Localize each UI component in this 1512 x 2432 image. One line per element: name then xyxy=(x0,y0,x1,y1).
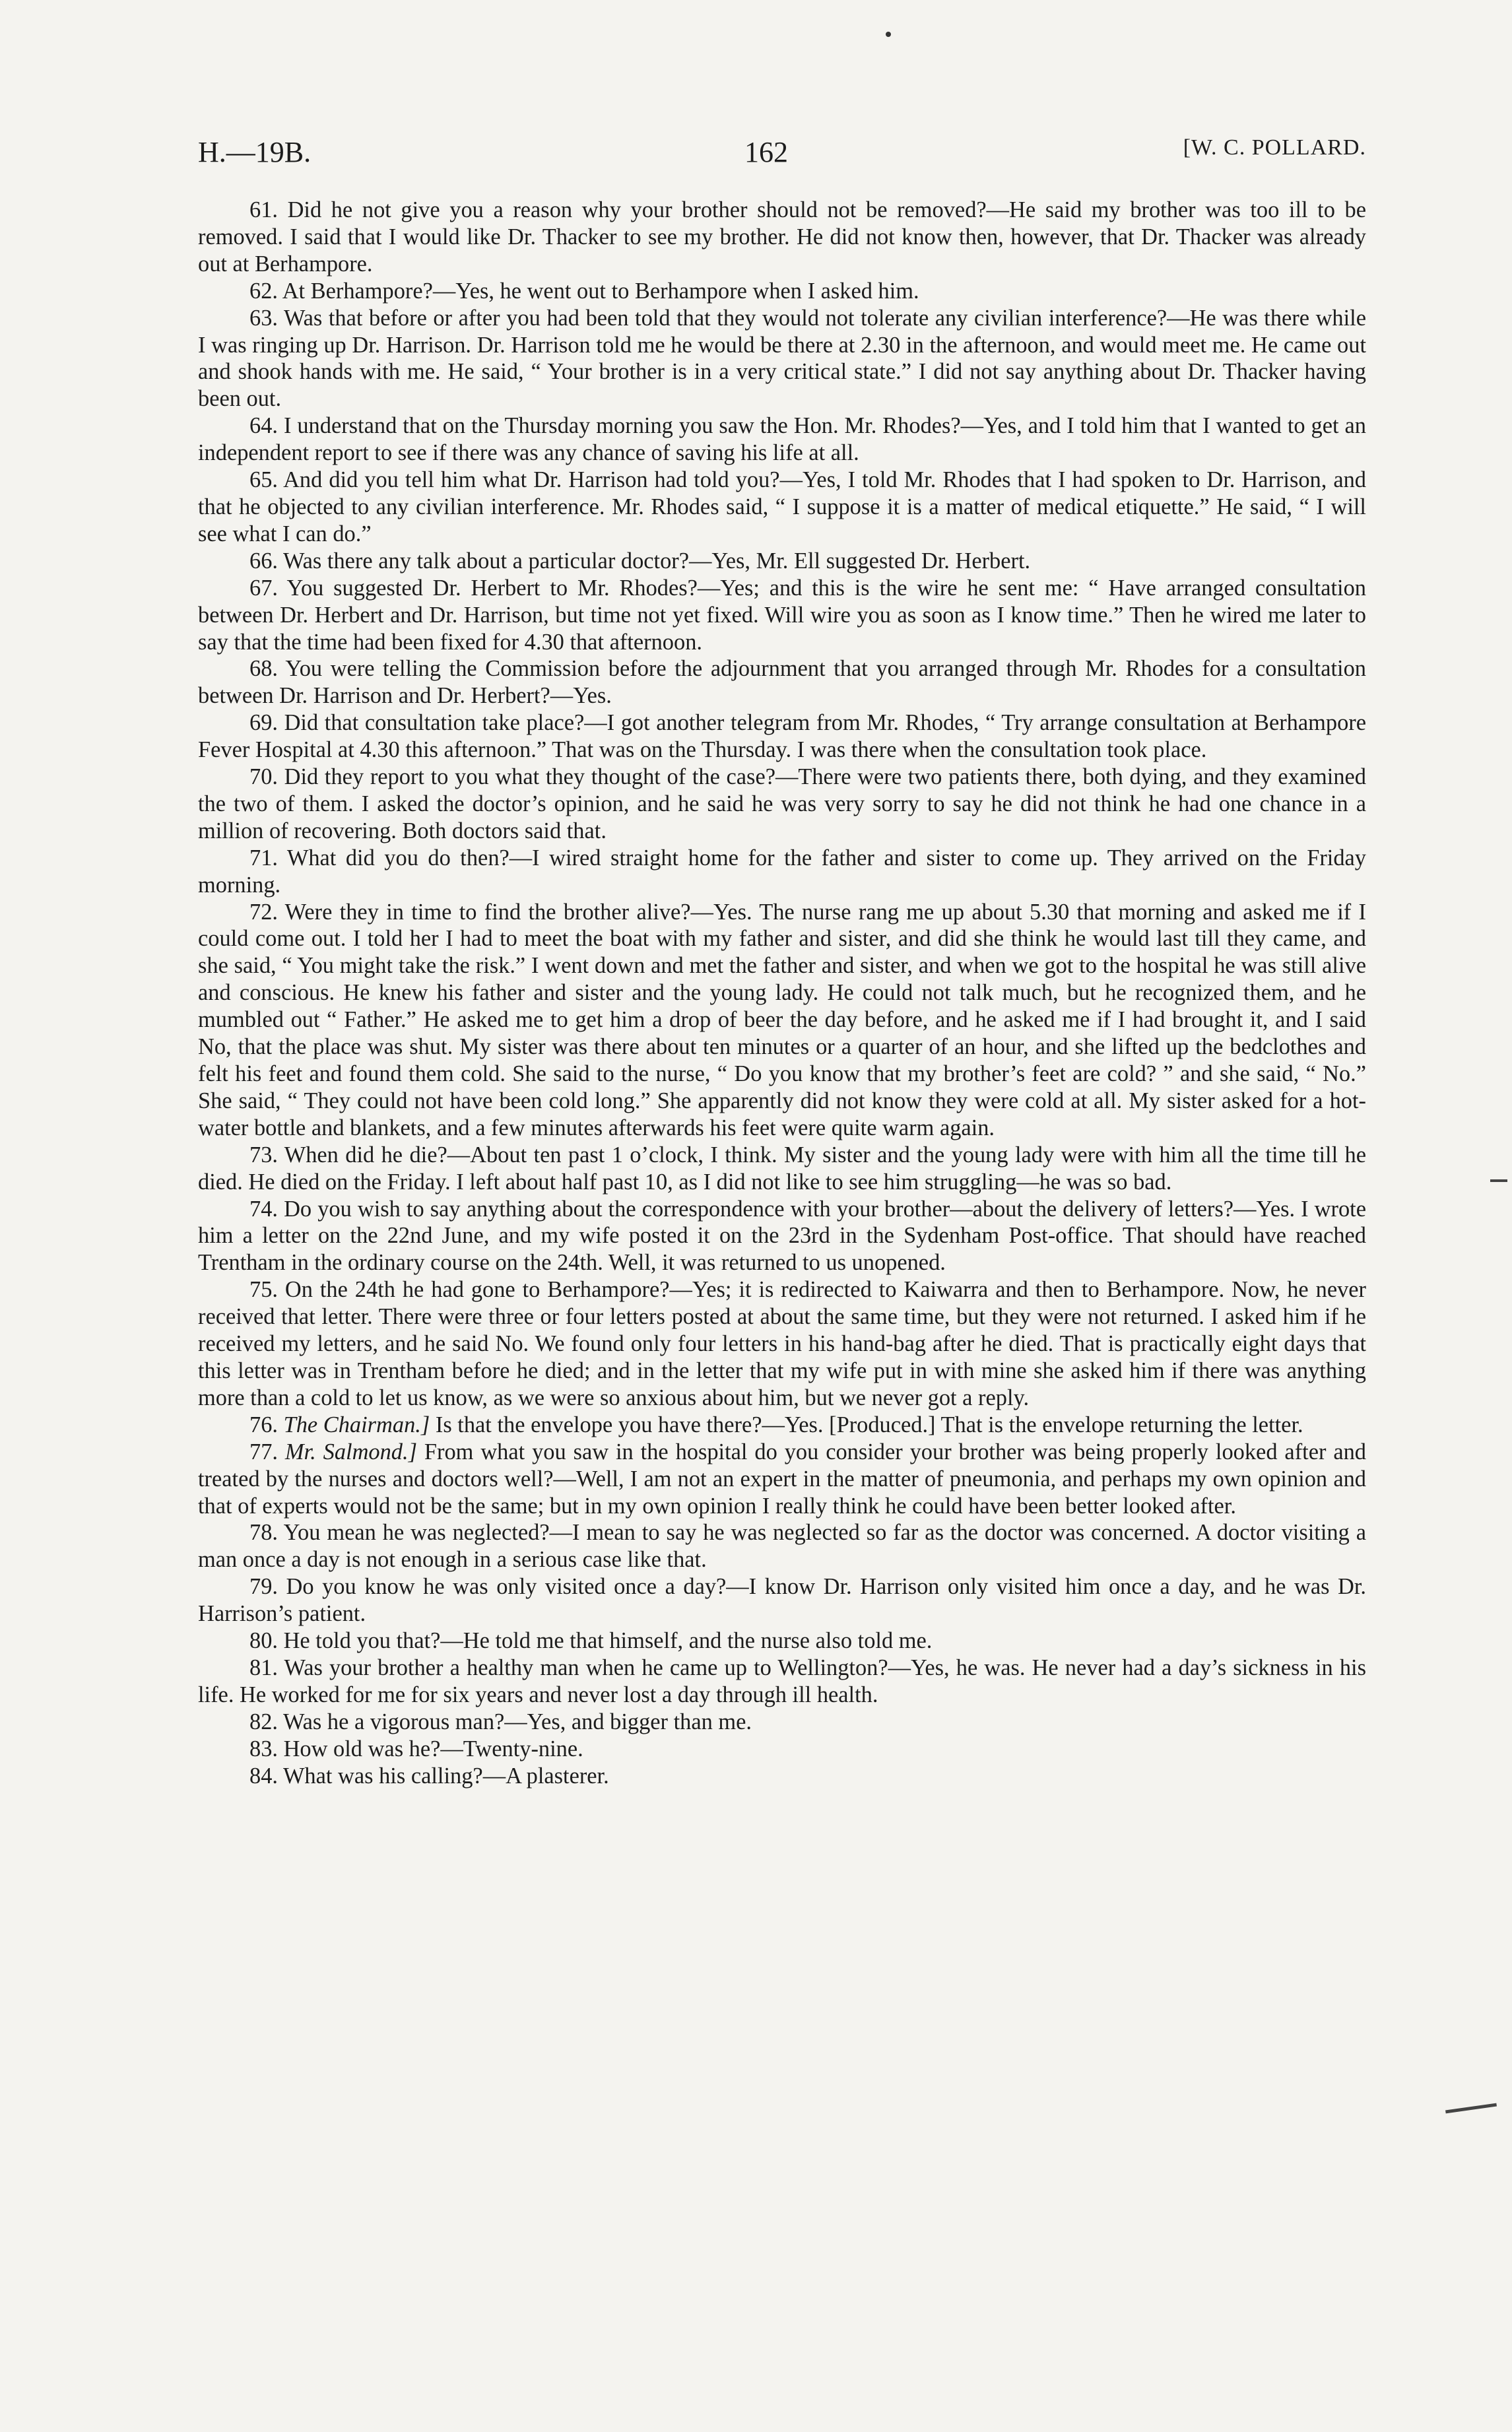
paragraph-73: 73. When did he die?—About ten past 1 o’clock, I think. My sister and the young lady were with him all the time till he died. He died on the Friday. I left about half past 10, as I did not like to see him struggling—he was so bad. xyxy=(198,1142,1366,1195)
paragraph-77 xyxy=(198,1439,1366,1520)
paragraph-76 xyxy=(198,1412,1366,1439)
margin-mark xyxy=(1490,1179,1507,1182)
paragraph-number: 77. xyxy=(249,1439,285,1464)
witness-name: [W. C. POLLARD. xyxy=(1183,135,1366,160)
paragraph-74: 74. Do you wish to say anything about the correspondence with your brother—about the delivery of letters?—Yes. I wrote him a letter on the 22nd June, and my wife posted it on the 23rd in the Sydenham Post-office. That should have reached Trentham in the ordinary course on the 24th. Well, it was returned to us unopened. xyxy=(198,1196,1366,1276)
paragraph-78: 78. You mean he was neglected?—I mean to say he was neglected so far as the doctor was concerned. A doctor visiting a man once a day is not enough in a serious case like that. xyxy=(198,1520,1366,1573)
paragraph-81: 81. Was your brother a healthy man when he came up to Wellington?—Yes, he was. He never had a day’s sickness in his life. He worked for me for six years and never lost a day through ill health. xyxy=(198,1655,1366,1707)
paragraph-80: 80. He told you that?—He told me that himself, and the nurse also told me. xyxy=(249,1628,933,1654)
paragraph-body: From what you saw in the hospital do you consider your brother was being properly looked after and treated by the nurses and doctors well?—Well, I am not an expert in the matter of pneumonia, and perhaps my own opinion and that of experts would not be the same; but in my own opinion I really think he could have been better looked after. xyxy=(198,1439,1366,1519)
paragraph-69: 69. Did that consultation take place?—I got another telegram from Mr. Rhodes, “ Try arrange consultation at Berhampore Fever Hospital at 4.30 this afternoon.” That was on the Thursday. I was there when the consultation took place. xyxy=(198,710,1366,763)
margin-mark xyxy=(1445,2103,1497,2114)
paragraph-84: 84. What was his calling?—A plasterer. xyxy=(249,1763,609,1789)
paragraph-67: 67. You suggested Dr. Herbert to Mr. Rhodes?—Yes; and this is the wire he sent me: “ Have arranged consultation between Dr. Herbert and Dr. Harrison, but time not yet fixed. Will wire you as soon as I know time.” Then he wired me later to say that the time had been fixed for 4.30 that afternoon. xyxy=(198,575,1366,655)
paragraph-71: 71. What did you do then?—I wired straight home for the father and sister to come up. They arrived on the Friday morning. xyxy=(198,845,1366,898)
speaker-label: The Chairman.] xyxy=(283,1412,430,1437)
paragraph-79: 79. Do you know he was only visited once a day?—I know Dr. Harrison only visited him once a day, and he was Dr. Harrison’s patient. xyxy=(198,1574,1366,1627)
paragraph-66: 66. Was there any talk about a particular doctor?—Yes, Mr. Ell suggested Dr. Herbert. xyxy=(249,548,1031,574)
paragraph-body: Is that the envelope you have there?—Yes. [Produced.] That is the envelope returning the letter. xyxy=(430,1412,1303,1437)
paragraph-72: 72. Were they in time to find the brother alive?—Yes. The nurse rang me up about 5.30 that morning and asked me if I could come out. I told her I had to meet the boat with my father and sister, and did she think he would last till they came, and she said, “ You might take the risk.” I went down and met the father and sister, and when we got to the hospital he was still alive and conscious. He knew his father and sister and the young lady. He could not talk much, but he recognized them, and he mumbled out “ Father.” He asked me to get him a drop of beer the day before, and he asked me if I had brought it, and I said No, that the place was shut. My sister was there about ten minutes or a quarter of an hour, and she lifted up the bedclothes and felt his feet and found them cold. She said to the nurse, “ Do you know that my brother’s feet are cold? ” and she said, “ No.” She said, “ They could not have been cold long.” She apparently did not know they were cold at all. My sister asked for a hot-water bottle and blankets, and a few minutes afterwards his feet were quite warm again. xyxy=(198,899,1366,1140)
paragraph-63: 63. Was that before or after you had been told that they would not tolerate any civilian interference?—He was there while I was ringing up Dr. Harrison. Dr. Harrison told me he would be there at 2.30 in the afternoon, and would meet me. He came out and shook hands with me. He said, “ Your brother is in a very critical state.” I did not say anything about Dr. Thacker having been out. xyxy=(198,305,1366,412)
paragraph-82: 82. Was he a vigorous man?—Yes, and bigger than me. xyxy=(249,1709,752,1734)
stray-ink-dot xyxy=(886,32,891,37)
paragraph-68: 68. You were telling the Commission before the adjournment that you arranged through Mr. Rhodes for a consultation between Dr. Harrison and Dr. Herbert?—Yes. xyxy=(198,656,1366,709)
paragraph-65: 65. And did you tell him what Dr. Harrison had told you?—Yes, I told Mr. Rhodes that I had spoken to Dr. Harrison, and that he objected to any civilian interference. Mr. Rhodes said, “ I suppose it is a matter of medical etiquette.” He said, “ I will see what I can do.” xyxy=(198,467,1366,546)
paragraph-61: 61. Did he not give you a reason why your brother should not be removed?—He said my brother was too ill to be removed. I said that I would like Dr. Thacker to see my brother. He did not know then, however, that Dr. Thacker was already out at Berhampore. xyxy=(198,197,1366,277)
page-number: 162 xyxy=(744,136,788,168)
series-number: H.—19B. xyxy=(198,136,312,168)
testimony-text xyxy=(198,197,1366,1789)
paragraph-75: 75. On the 24th he had gone to Berhampore?—Yes; it is redirected to Kaiwarra and then to Berhampore. Now, he never received that letter. There were three or four letters posted at about the same time, but they were not returned. I asked him if he received my letters, and he said No. We found only four letters in his hand-bag after he died. That is practically eight days that this letter was in Trentham before he died; and in the letter that my wife put in with mine she asked him if there was anything more than a cold to let us know, as we were so anxious about him, but we never got a reply. xyxy=(198,1277,1366,1410)
paragraph-64: 64. I understand that on the Thursday morning you saw the Hon. Mr. Rhodes?—Yes, and I told him that I wanted to get an independent report to see if there was any chance of saving his life at all. xyxy=(198,413,1366,466)
paragraph-number: 76. xyxy=(249,1412,284,1437)
paragraph-62: 62. At Berhampore?—Yes, he went out to Berhampore when I asked him. xyxy=(249,278,919,304)
paragraph-70: 70. Did they report to you what they thought of the case?—There were two patients there, both dying, and they examined the two of them. I asked the doctor’s opinion, and he said he was very sorry to say he did not think he had one chance in a million of recovering. Both doctors said that. xyxy=(198,764,1366,843)
speaker-label: Mr. Salmond.] xyxy=(284,1439,417,1464)
page-header xyxy=(198,135,1366,175)
paragraph-83: 83. How old was he?—Twenty-nine. xyxy=(249,1736,583,1761)
